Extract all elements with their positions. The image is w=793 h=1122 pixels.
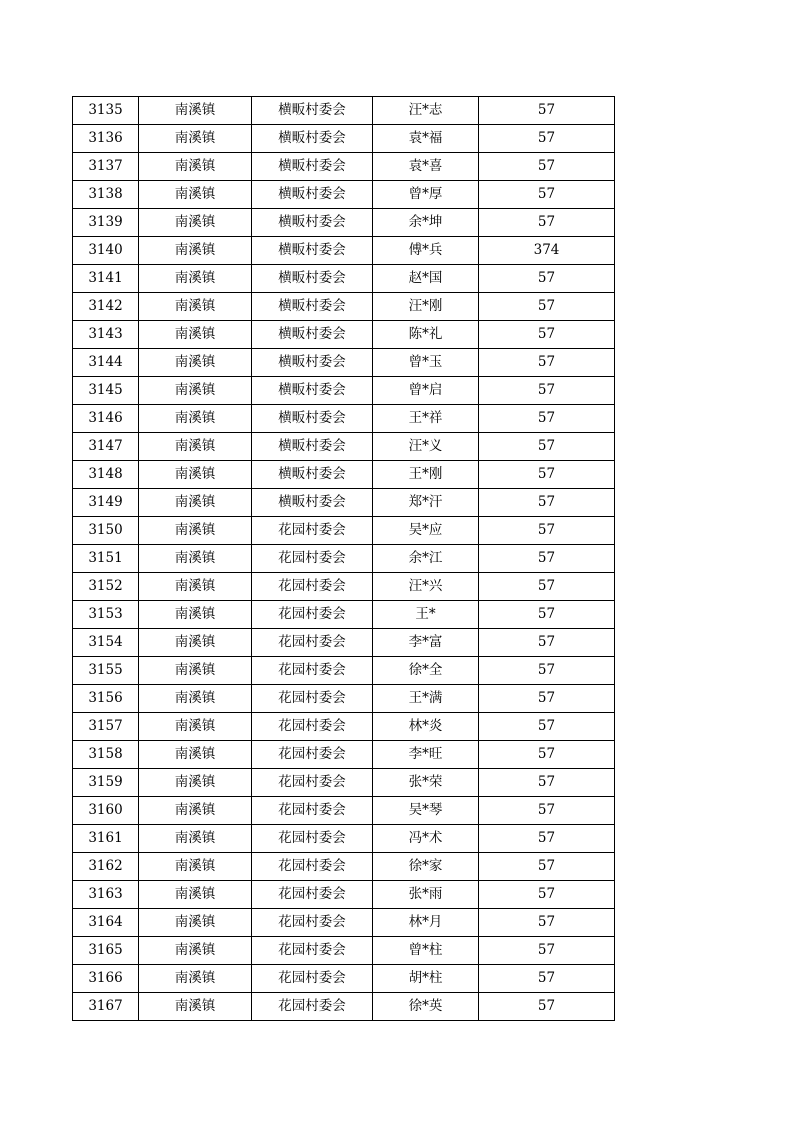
row-number-cell: 3153: [73, 601, 139, 629]
village-committee-cell: 花园村委会: [252, 881, 373, 909]
town-cell: 南溪镇: [139, 601, 252, 629]
table-row: [73, 601, 615, 629]
row-number-cell: 3151: [73, 545, 139, 573]
amount-cell: 57: [479, 853, 615, 881]
row-number-cell: 3141: [73, 265, 139, 293]
name-cell: 赵*国: [373, 265, 479, 293]
amount-cell: 57: [479, 321, 615, 349]
amount-cell: 57: [479, 993, 615, 1021]
name-cell: 曾*玉: [373, 349, 479, 377]
table-row: [73, 769, 615, 797]
amount-cell: 57: [479, 433, 615, 461]
table-row: [73, 993, 615, 1021]
name-cell: 李*富: [373, 629, 479, 657]
town-cell: 南溪镇: [139, 741, 252, 769]
table-row: [73, 349, 615, 377]
town-cell: 南溪镇: [139, 237, 252, 265]
row-number-cell: 3135: [73, 97, 139, 125]
town-cell: 南溪镇: [139, 321, 252, 349]
table-row: [73, 461, 615, 489]
village-committee-cell: 横畈村委会: [252, 125, 373, 153]
town-cell: 南溪镇: [139, 881, 252, 909]
name-cell: 林*月: [373, 909, 479, 937]
row-number-cell: 3158: [73, 741, 139, 769]
name-cell: 袁*喜: [373, 153, 479, 181]
table-row: [73, 853, 615, 881]
amount-cell: 57: [479, 517, 615, 545]
row-number-cell: 3136: [73, 125, 139, 153]
town-cell: 南溪镇: [139, 545, 252, 573]
amount-cell: 57: [479, 769, 615, 797]
row-number-cell: 3139: [73, 209, 139, 237]
village-committee-cell: 横畈村委会: [252, 405, 373, 433]
name-cell: 汪*志: [373, 97, 479, 125]
table-row: [73, 405, 615, 433]
village-committee-cell: 花园村委会: [252, 993, 373, 1021]
row-number-cell: 3162: [73, 853, 139, 881]
table-row: [73, 825, 615, 853]
row-number-cell: 3146: [73, 405, 139, 433]
row-number-cell: 3140: [73, 237, 139, 265]
table-row: [73, 181, 615, 209]
village-committee-cell: 横畈村委会: [252, 349, 373, 377]
amount-cell: 57: [479, 629, 615, 657]
town-cell: 南溪镇: [139, 405, 252, 433]
village-committee-cell: 花园村委会: [252, 713, 373, 741]
town-cell: 南溪镇: [139, 125, 252, 153]
village-committee-cell: 花园村委会: [252, 769, 373, 797]
name-cell: 王*祥: [373, 405, 479, 433]
name-cell: 汪*义: [373, 433, 479, 461]
town-cell: 南溪镇: [139, 629, 252, 657]
village-committee-cell: 横畈村委会: [252, 97, 373, 125]
table-row: [73, 881, 615, 909]
village-committee-cell: 花园村委会: [252, 937, 373, 965]
table-row: [73, 433, 615, 461]
town-cell: 南溪镇: [139, 433, 252, 461]
table-row: [73, 293, 615, 321]
name-cell: 徐*英: [373, 993, 479, 1021]
village-committee-cell: 花园村委会: [252, 797, 373, 825]
table-row: [73, 657, 615, 685]
row-number-cell: 3147: [73, 433, 139, 461]
village-committee-cell: 横畈村委会: [252, 321, 373, 349]
table-row: [73, 265, 615, 293]
town-cell: 南溪镇: [139, 377, 252, 405]
row-number-cell: 3156: [73, 685, 139, 713]
table-row: [73, 629, 615, 657]
village-committee-cell: 横畈村委会: [252, 461, 373, 489]
name-cell: 陈*礼: [373, 321, 479, 349]
row-number-cell: 3149: [73, 489, 139, 517]
name-cell: 郑*汗: [373, 489, 479, 517]
row-number-cell: 3163: [73, 881, 139, 909]
row-number-cell: 3150: [73, 517, 139, 545]
village-committee-cell: 花园村委会: [252, 601, 373, 629]
town-cell: 南溪镇: [139, 265, 252, 293]
name-cell: 王*刚: [373, 461, 479, 489]
name-cell: 吴*琴: [373, 797, 479, 825]
amount-cell: 57: [479, 741, 615, 769]
village-committee-cell: 横畈村委会: [252, 293, 373, 321]
name-cell: 林*炎: [373, 713, 479, 741]
town-cell: 南溪镇: [139, 489, 252, 517]
name-cell: 曾*启: [373, 377, 479, 405]
amount-cell: 57: [479, 657, 615, 685]
table-row: [73, 797, 615, 825]
name-cell: 曾*厚: [373, 181, 479, 209]
town-cell: 南溪镇: [139, 657, 252, 685]
amount-cell: 57: [479, 153, 615, 181]
town-cell: 南溪镇: [139, 349, 252, 377]
town-cell: 南溪镇: [139, 209, 252, 237]
table-row: [73, 937, 615, 965]
town-cell: 南溪镇: [139, 993, 252, 1021]
amount-cell: 57: [479, 937, 615, 965]
name-cell: 徐*全: [373, 657, 479, 685]
name-cell: 曾*柱: [373, 937, 479, 965]
amount-cell: 57: [479, 377, 615, 405]
town-cell: 南溪镇: [139, 517, 252, 545]
row-number-cell: 3148: [73, 461, 139, 489]
amount-cell: 57: [479, 909, 615, 937]
village-committee-cell: 花园村委会: [252, 965, 373, 993]
table-row: [73, 545, 615, 573]
town-cell: 南溪镇: [139, 461, 252, 489]
row-number-cell: 3165: [73, 937, 139, 965]
amount-cell: 57: [479, 601, 615, 629]
amount-cell: 57: [479, 489, 615, 517]
amount-cell: 57: [479, 685, 615, 713]
village-committee-cell: 横畈村委会: [252, 209, 373, 237]
table-row: [73, 517, 615, 545]
name-cell: 冯*术: [373, 825, 479, 853]
village-committee-cell: 横畈村委会: [252, 433, 373, 461]
row-number-cell: 3138: [73, 181, 139, 209]
town-cell: 南溪镇: [139, 573, 252, 601]
amount-cell: 57: [479, 349, 615, 377]
name-cell: 汪*刚: [373, 293, 479, 321]
row-number-cell: 3152: [73, 573, 139, 601]
table-row: [73, 685, 615, 713]
amount-cell: 57: [479, 573, 615, 601]
row-number-cell: 3145: [73, 377, 139, 405]
village-committee-cell: 横畈村委会: [252, 153, 373, 181]
table-row: [73, 97, 615, 125]
village-committee-cell: 横畈村委会: [252, 181, 373, 209]
town-cell: 南溪镇: [139, 713, 252, 741]
row-number-cell: 3160: [73, 797, 139, 825]
table-row: [73, 209, 615, 237]
name-cell: 张*荣: [373, 769, 479, 797]
amount-cell: 57: [479, 293, 615, 321]
village-committee-cell: 横畈村委会: [252, 237, 373, 265]
village-committee-cell: 花园村委会: [252, 517, 373, 545]
row-number-cell: 3159: [73, 769, 139, 797]
name-cell: 汪*兴: [373, 573, 479, 601]
name-cell: 袁*福: [373, 125, 479, 153]
row-number-cell: 3142: [73, 293, 139, 321]
name-cell: 余*坤: [373, 209, 479, 237]
row-number-cell: 3161: [73, 825, 139, 853]
amount-cell: 374: [479, 237, 615, 265]
village-committee-cell: 花园村委会: [252, 629, 373, 657]
village-committee-cell: 花园村委会: [252, 685, 373, 713]
table-row: [73, 573, 615, 601]
amount-cell: 57: [479, 181, 615, 209]
amount-cell: 57: [479, 125, 615, 153]
village-committee-cell: 花园村委会: [252, 825, 373, 853]
name-cell: 李*旺: [373, 741, 479, 769]
village-committee-cell: 花园村委会: [252, 545, 373, 573]
amount-cell: 57: [479, 713, 615, 741]
village-committee-cell: 横畈村委会: [252, 265, 373, 293]
table-row: [73, 125, 615, 153]
village-committee-cell: 花园村委会: [252, 657, 373, 685]
village-committee-cell: 花园村委会: [252, 909, 373, 937]
table-row: [73, 965, 615, 993]
row-number-cell: 3137: [73, 153, 139, 181]
name-cell: 王*满: [373, 685, 479, 713]
table-row: [73, 741, 615, 769]
row-number-cell: 3157: [73, 713, 139, 741]
village-committee-cell: 花园村委会: [252, 853, 373, 881]
village-committee-cell: 花园村委会: [252, 573, 373, 601]
row-number-cell: 3164: [73, 909, 139, 937]
amount-cell: 57: [479, 461, 615, 489]
amount-cell: 57: [479, 97, 615, 125]
town-cell: 南溪镇: [139, 769, 252, 797]
town-cell: 南溪镇: [139, 797, 252, 825]
town-cell: 南溪镇: [139, 825, 252, 853]
table-row: [73, 153, 615, 181]
town-cell: 南溪镇: [139, 909, 252, 937]
row-number-cell: 3144: [73, 349, 139, 377]
name-cell: 傅*兵: [373, 237, 479, 265]
data-table: [72, 96, 615, 1021]
table-row: [73, 489, 615, 517]
town-cell: 南溪镇: [139, 937, 252, 965]
table-row: [73, 713, 615, 741]
name-cell: 徐*家: [373, 853, 479, 881]
town-cell: 南溪镇: [139, 181, 252, 209]
amount-cell: 57: [479, 881, 615, 909]
village-committee-cell: 横畈村委会: [252, 377, 373, 405]
table-row: [73, 237, 615, 265]
row-number-cell: 3167: [73, 993, 139, 1021]
name-cell: 王*: [373, 601, 479, 629]
town-cell: 南溪镇: [139, 293, 252, 321]
town-cell: 南溪镇: [139, 965, 252, 993]
village-committee-cell: 花园村委会: [252, 741, 373, 769]
name-cell: 张*雨: [373, 881, 479, 909]
name-cell: 余*江: [373, 545, 479, 573]
table-body: [73, 97, 615, 1021]
amount-cell: 57: [479, 825, 615, 853]
row-number-cell: 3143: [73, 321, 139, 349]
row-number-cell: 3155: [73, 657, 139, 685]
row-number-cell: 3154: [73, 629, 139, 657]
table-row: [73, 909, 615, 937]
amount-cell: 57: [479, 545, 615, 573]
village-committee-cell: 横畈村委会: [252, 489, 373, 517]
amount-cell: 57: [479, 209, 615, 237]
amount-cell: 57: [479, 265, 615, 293]
amount-cell: 57: [479, 797, 615, 825]
table-row: [73, 321, 615, 349]
town-cell: 南溪镇: [139, 685, 252, 713]
name-cell: 胡*柱: [373, 965, 479, 993]
town-cell: 南溪镇: [139, 97, 252, 125]
name-cell: 吴*应: [373, 517, 479, 545]
table-row: [73, 377, 615, 405]
amount-cell: 57: [479, 405, 615, 433]
town-cell: 南溪镇: [139, 853, 252, 881]
town-cell: 南溪镇: [139, 153, 252, 181]
amount-cell: 57: [479, 965, 615, 993]
row-number-cell: 3166: [73, 965, 139, 993]
